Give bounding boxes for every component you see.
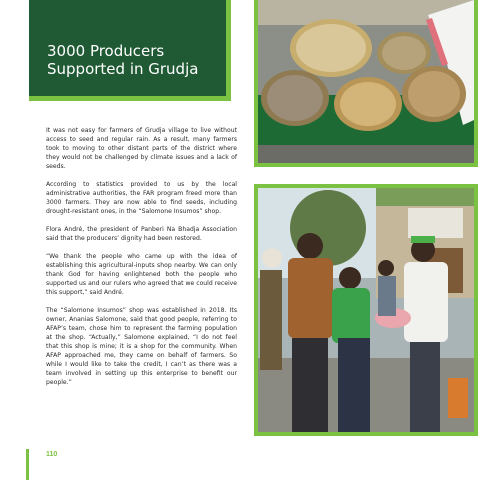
seed-baskets-photo: [254, 0, 478, 167]
title-line-2: Supported in Grudja: [47, 60, 199, 78]
paragraph: “We thank the people who came up with the idea of establishing this agricultural-inputs shop nearby. We can only thank God for having enlightened both the people who supported us and our rulers who agreed that we could receive this support,” said André.: [46, 253, 237, 296]
page-number: 110: [46, 451, 58, 458]
paragraph: The “Salomone Insumos” shop was established in 2018. Its owner, Ananias Salomone, said that good people, referring to AFAP’s team, chose him to represent the farming population at the shop. “Actually,” Salomone explained, “I do not feel that this shop is mine; it is a shop for the community. When AFAP approached me, they came on behalf of farmers. So while I would like to take the credit, I can’t as there was a team involved in setting up this enterprise to benefit our people.”: [46, 307, 237, 386]
community-photo: [254, 184, 478, 436]
accent-rule: [26, 449, 29, 480]
article-title: [47, 42, 198, 78]
title-box: [29, 0, 231, 101]
title-line-1: 3000 Producers: [47, 42, 165, 60]
paragraph: It was not easy for farmers of Grudja village to live without access to seed and regular rain. As a result, many farmers took to moving to other distant parts of the district where they would not be challenged by climate issues and a lack of seeds.: [46, 127, 237, 170]
seed-baskets-image: [258, 0, 474, 163]
article-body: [46, 126, 237, 396]
paragraph: Flora André, the president of Panberi Na Bhadja Association said that the producers’ dignity had been restored.: [46, 226, 237, 242]
paragraph: According to statistics provided to us by the local administrative authorities, the FAR program freed more than 3000 farmers. They are now able to find seeds, including drought-resistant ones, in the “Salomone Insumos” shop.: [46, 181, 237, 215]
community-image: [258, 188, 474, 432]
